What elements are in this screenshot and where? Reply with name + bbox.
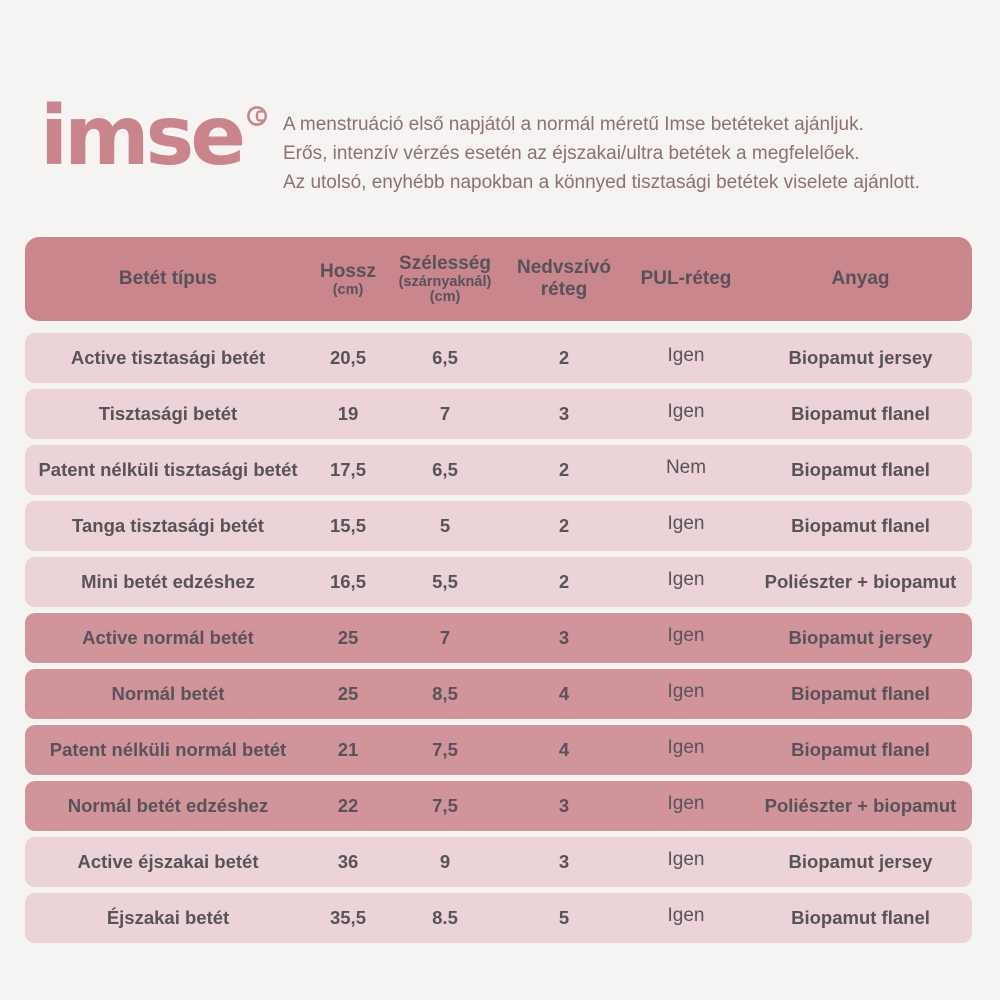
cell-pul: Igen xyxy=(667,681,705,702)
header-width-note: (szárnyaknál) xyxy=(398,274,492,290)
pad-comparison-table xyxy=(25,237,972,949)
intro-line-2: Erős, intenzív vérzés esetén az éjszakai/ultra betétek a megfelelőek. xyxy=(283,143,860,164)
cell-length: 19 xyxy=(337,403,359,424)
cell-absorbent: 2 xyxy=(558,571,570,592)
cell-absorbent: 3 xyxy=(558,851,570,872)
cell-width: 7 xyxy=(439,403,451,424)
cell-width: 8,5 xyxy=(432,683,458,704)
cell-width: 7 xyxy=(439,627,451,648)
cell-width: 8.5 xyxy=(432,907,458,928)
cell-width: 6,5 xyxy=(432,459,458,480)
header-length-unit: (cm) xyxy=(332,281,364,298)
cell-pul: Igen xyxy=(667,793,705,814)
cell-pad-type: Éjszakai betét xyxy=(106,907,230,928)
cell-length: 35,5 xyxy=(329,907,366,928)
intro-line-1: A menstruáció első napjától a normál méretű Imse betéteket ajánljuk. xyxy=(283,114,864,135)
header-pul-layer xyxy=(623,237,749,321)
cell-material: Poliészter + biopamut xyxy=(764,571,957,592)
cell-pad-type: Normál betét xyxy=(111,683,225,704)
header-material-label: Anyag xyxy=(831,268,890,289)
imse-logo-text: imse xyxy=(40,89,242,184)
cell-absorbent: 3 xyxy=(558,627,570,648)
header-material xyxy=(749,237,972,321)
table-row xyxy=(25,837,972,887)
cell-width: 6,5 xyxy=(432,347,458,368)
table-row xyxy=(25,389,972,439)
header-pul-label: PUL-réteg xyxy=(640,268,732,289)
cell-length: 22 xyxy=(337,795,359,816)
cell-pul: Igen xyxy=(667,513,705,534)
cell-pul: Igen xyxy=(667,905,705,926)
cell-absorbent: 3 xyxy=(558,403,570,424)
header-absorbent-layer xyxy=(505,237,623,321)
header-absorbent-line1: Nedvszívó xyxy=(517,257,611,278)
header-length xyxy=(311,237,385,321)
cell-pul: Igen xyxy=(667,625,705,646)
cell-length: 15,5 xyxy=(329,515,366,536)
cell-pad-type: Tisztasági betét xyxy=(98,403,238,424)
cell-pad-type: Active normál betét xyxy=(82,627,254,648)
table-row xyxy=(25,613,972,663)
intro-paragraph xyxy=(283,110,983,197)
header-pad-type xyxy=(25,237,311,321)
cell-material: Biopamut flanel xyxy=(791,907,930,928)
header-length-label: Hossz xyxy=(320,260,376,282)
cell-pul: Igen xyxy=(667,737,705,758)
header-width-label: Szélesség xyxy=(399,253,491,274)
cell-pad-type: Tanga tisztasági betét xyxy=(72,515,264,536)
cell-material: Biopamut flanel xyxy=(791,739,930,760)
cell-pul: Igen xyxy=(667,569,705,590)
cell-pul: Igen xyxy=(667,401,705,422)
header-absorbent-line2: réteg xyxy=(540,279,588,300)
cell-material: Biopamut flanel xyxy=(791,683,930,704)
cell-pad-type: Patent nélküli tisztasági betét xyxy=(38,459,298,480)
cell-pul: Igen xyxy=(667,849,705,870)
cell-width: 5 xyxy=(439,515,451,536)
cell-material: Biopamut flanel xyxy=(791,403,930,424)
table-row xyxy=(25,333,972,383)
header-width-unit: (cm) xyxy=(429,289,461,305)
cell-pad-type: Mini betét edzéshez xyxy=(81,571,255,592)
cell-length: 16,5 xyxy=(329,571,366,592)
cell-absorbent: 5 xyxy=(558,907,570,928)
cell-length: 36 xyxy=(337,851,359,872)
table-row xyxy=(25,669,972,719)
cell-material: Biopamut jersey xyxy=(788,851,933,872)
cell-length: 17,5 xyxy=(329,459,366,480)
cell-absorbent: 4 xyxy=(558,739,570,760)
table-row xyxy=(25,445,972,495)
imse-logo xyxy=(40,89,270,184)
cell-material: Biopamut jersey xyxy=(788,627,933,648)
table-row xyxy=(25,781,972,831)
cell-absorbent: 2 xyxy=(558,459,570,480)
cell-material: Poliészter + biopamut xyxy=(764,795,957,816)
table-row xyxy=(25,725,972,775)
cell-absorbent: 3 xyxy=(558,795,570,816)
header-width xyxy=(385,237,505,321)
cell-length: 21 xyxy=(337,739,359,760)
cell-pad-type: Patent nélküli normál betét xyxy=(49,739,287,760)
cell-pad-type: Active éjszakai betét xyxy=(77,851,259,872)
table-row xyxy=(25,893,972,943)
intro-line-3: Az utolsó, enyhébb napokban a könnyed tisztasági betétek viselete ajánlott. xyxy=(283,172,920,193)
cell-material: Biopamut flanel xyxy=(791,515,930,536)
table-header-row xyxy=(25,237,972,321)
cell-absorbent: 2 xyxy=(558,515,570,536)
cell-absorbent: 2 xyxy=(558,347,570,368)
cell-length: 20,5 xyxy=(329,347,366,368)
cell-pul: Nem xyxy=(665,457,707,478)
cell-length: 25 xyxy=(337,627,359,648)
cell-absorbent: 4 xyxy=(558,683,570,704)
cell-width: 9 xyxy=(439,851,451,872)
cell-width: 7,5 xyxy=(432,795,458,816)
cell-length: 25 xyxy=(337,683,359,704)
registered-mark-icon xyxy=(246,104,270,133)
cell-pad-type: Active tisztasági betét xyxy=(70,347,266,368)
cell-material: Biopamut flanel xyxy=(791,459,930,480)
cell-width: 7,5 xyxy=(432,739,458,760)
cell-pad-type: Normál betét edzéshez xyxy=(67,795,269,816)
header-pad-type-label: Betét típus xyxy=(118,268,218,289)
table-row xyxy=(25,557,972,607)
table-row xyxy=(25,501,972,551)
cell-material: Biopamut jersey xyxy=(788,347,933,368)
cell-width: 5,5 xyxy=(432,571,458,592)
cell-pul: Igen xyxy=(667,345,705,366)
